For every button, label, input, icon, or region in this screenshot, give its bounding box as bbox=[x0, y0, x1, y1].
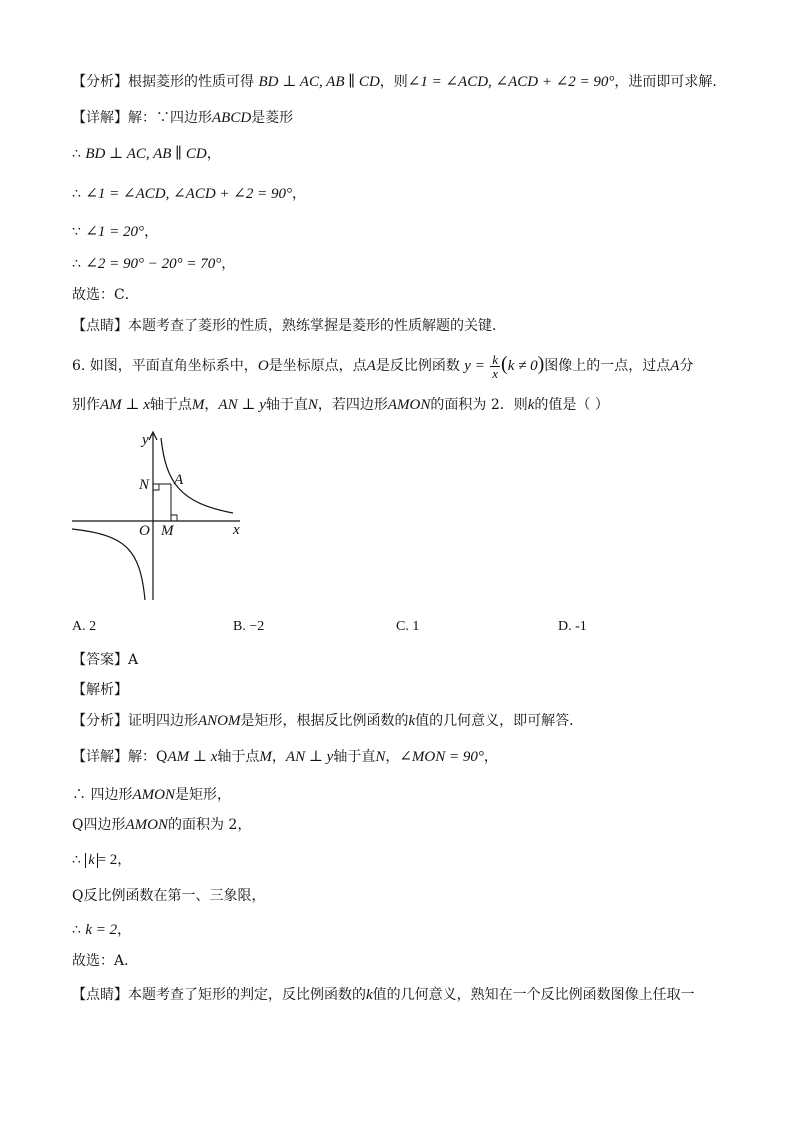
label-M: M bbox=[161, 523, 174, 539]
text: 是矩形， bbox=[174, 787, 231, 803]
text: 是坐标原点，点 bbox=[268, 358, 367, 374]
curve-branch-third-quadrant bbox=[72, 529, 145, 600]
q6-line1: 6. 如图，平面直角坐标系中，O是坐标原点，点A是反比例函数 y = $\frac{k}{x}$ (k ≠ 0)图像上的一点，过点A分 bbox=[72, 351, 694, 381]
therefore: ∴ bbox=[72, 146, 86, 162]
comment-tag: 【点睛】 bbox=[72, 318, 128, 334]
q6-s5 bbox=[72, 920, 131, 940]
comment-tag: 【点睛】 bbox=[72, 987, 128, 1003]
math: k bbox=[408, 713, 416, 729]
label-x: x bbox=[233, 522, 240, 538]
text: Q四边形 bbox=[72, 817, 126, 833]
analysis-tag: 【分析】 bbox=[72, 74, 128, 90]
math: ANOM bbox=[198, 713, 241, 729]
math: = 2 bbox=[97, 852, 118, 868]
text: 的值是（ ） bbox=[534, 397, 609, 413]
text: 分 bbox=[679, 358, 694, 374]
math: ABCD bbox=[212, 110, 252, 126]
label-y: y bbox=[142, 432, 149, 448]
text: 是菱形 bbox=[251, 110, 294, 126]
text: ， bbox=[206, 146, 221, 162]
text: 轴于直 bbox=[265, 397, 308, 413]
option-c: C. 1 bbox=[396, 619, 420, 634]
math: AM ⊥ x bbox=[100, 397, 150, 413]
text: 值的几何意义，熟知在一个反比例函数图像上任取一 bbox=[372, 987, 695, 1003]
text: ， bbox=[292, 186, 306, 202]
text: 值的几何意义，即可解答． bbox=[415, 713, 584, 729]
text: 别作 bbox=[72, 397, 100, 413]
math: M bbox=[191, 397, 205, 413]
math: N bbox=[307, 397, 318, 413]
text: ， bbox=[271, 749, 286, 765]
q6-s4: Q反比例函数在第一、三象限， bbox=[72, 888, 266, 904]
math: y = bbox=[464, 358, 485, 374]
text: 解：∵四边形 bbox=[128, 110, 212, 126]
right-angle-M bbox=[171, 515, 177, 521]
curve-branch-first-quadrant bbox=[161, 438, 233, 513]
text: 是反比例函数 bbox=[375, 358, 460, 374]
therefore: ∴ bbox=[72, 852, 86, 868]
text: ，进而即可求解． bbox=[614, 74, 727, 90]
q6-s1 bbox=[72, 785, 231, 805]
abs-k: k bbox=[85, 853, 97, 868]
text: 解：Q bbox=[128, 749, 168, 765]
option-d: D. -1 bbox=[558, 619, 587, 634]
denominator: x bbox=[492, 365, 499, 381]
math: A bbox=[366, 358, 376, 374]
q6-choose: 故选：A． bbox=[72, 953, 139, 969]
text: 的面积为 2， bbox=[167, 817, 252, 833]
answer-value: A bbox=[128, 652, 139, 668]
q6-answer bbox=[72, 650, 138, 670]
math: BD ⊥ AC, AB ∥ CD bbox=[258, 74, 380, 90]
text: 轴于点 bbox=[217, 749, 260, 765]
option-b: B. −2 bbox=[233, 619, 265, 634]
answer-tag: 【答案】 bbox=[72, 652, 128, 668]
text: ∴ 四边形 bbox=[72, 787, 133, 803]
math: k bbox=[366, 987, 373, 1003]
q5-analysis-line bbox=[72, 72, 726, 92]
q6-comment bbox=[72, 985, 695, 1005]
math: AN ⊥ y bbox=[285, 749, 334, 765]
text: 是矩形，根据反比例函数的 bbox=[240, 713, 409, 729]
math: O bbox=[257, 358, 269, 374]
label-O: O bbox=[139, 523, 150, 539]
q6-s2 bbox=[72, 815, 251, 835]
text: 证明四边形 bbox=[128, 713, 198, 729]
math: ∠2 = 90° − 20° = 70° bbox=[85, 256, 222, 272]
text: 轴于直 bbox=[333, 749, 376, 765]
text: 轴于点 bbox=[149, 397, 192, 413]
math: ∠1 = ∠ACD, ∠ACD + ∠2 = 90° bbox=[407, 74, 615, 90]
q5-detail-line bbox=[72, 108, 293, 128]
q5-step1 bbox=[72, 144, 221, 164]
math: k bbox=[527, 397, 535, 413]
math: AMON bbox=[125, 817, 168, 833]
math: BD ⊥ AC, AB ∥ CD bbox=[85, 146, 207, 162]
q5-step3 bbox=[72, 222, 158, 242]
text: ，若四边形 bbox=[317, 397, 388, 413]
text: ， bbox=[483, 749, 498, 765]
math: ∠1 = ∠ACD, ∠ACD + ∠2 = 90° bbox=[85, 186, 292, 202]
label-N: N bbox=[139, 477, 150, 493]
therefore: ∴ bbox=[72, 922, 86, 938]
text: ，则 bbox=[379, 74, 408, 90]
q6-line2 bbox=[72, 395, 609, 415]
q5-choose: 故选：C． bbox=[72, 287, 139, 303]
text: ， bbox=[204, 397, 219, 413]
fraction bbox=[490, 353, 500, 380]
math: AM ⊥ x bbox=[167, 749, 218, 765]
q5-comment bbox=[72, 316, 506, 336]
therefore: ∴ bbox=[72, 256, 86, 272]
q6-analysis bbox=[72, 711, 583, 731]
because: ∵ bbox=[72, 224, 86, 240]
text: ， bbox=[117, 922, 132, 938]
text: 本题考查了菱形的性质，熟练掌握是菱形的性质解题的关键． bbox=[128, 318, 506, 334]
text: ， bbox=[144, 224, 159, 240]
q5-step2 bbox=[72, 184, 306, 204]
math: k ≠ 0 bbox=[507, 358, 538, 374]
text: 图像上的一点，过点 bbox=[544, 358, 671, 374]
math: ∠MON = 90° bbox=[399, 749, 484, 765]
math: A bbox=[670, 358, 680, 374]
text: 6. 如图，平面直角坐标系中， bbox=[72, 358, 258, 374]
math: k = 2 bbox=[85, 922, 118, 938]
math: AMON bbox=[387, 397, 431, 413]
text: 本题考查了矩形的判定，反比例函数的 bbox=[128, 987, 366, 1003]
label-A: A bbox=[174, 472, 184, 488]
text: 根据菱形的性质可得 bbox=[128, 74, 254, 90]
q6-jiexi: 【解析】 bbox=[72, 682, 128, 698]
analysis-tag: 【分析】 bbox=[72, 713, 128, 729]
math: ∠1 = 20° bbox=[85, 224, 145, 240]
math: AN ⊥ y bbox=[218, 397, 266, 413]
math: AMON bbox=[132, 787, 175, 803]
text: ， bbox=[117, 852, 132, 868]
detail-tag: 【详解】 bbox=[72, 749, 128, 765]
text: 的面积为 2．则 bbox=[430, 397, 528, 413]
q6-detail bbox=[72, 747, 498, 767]
option-a: A. 2 bbox=[72, 619, 97, 634]
hyperbola-graph bbox=[70, 428, 250, 604]
detail-tag: 【详解】 bbox=[72, 110, 128, 126]
q6-s3 bbox=[72, 850, 131, 871]
right-angle-N bbox=[153, 484, 159, 490]
math: N bbox=[375, 749, 386, 765]
therefore: ∴ bbox=[72, 186, 86, 202]
numerator: k bbox=[492, 351, 499, 367]
text: ， bbox=[385, 749, 400, 765]
q5-step4 bbox=[72, 254, 235, 274]
math: M bbox=[259, 749, 272, 765]
text: ， bbox=[221, 256, 236, 272]
